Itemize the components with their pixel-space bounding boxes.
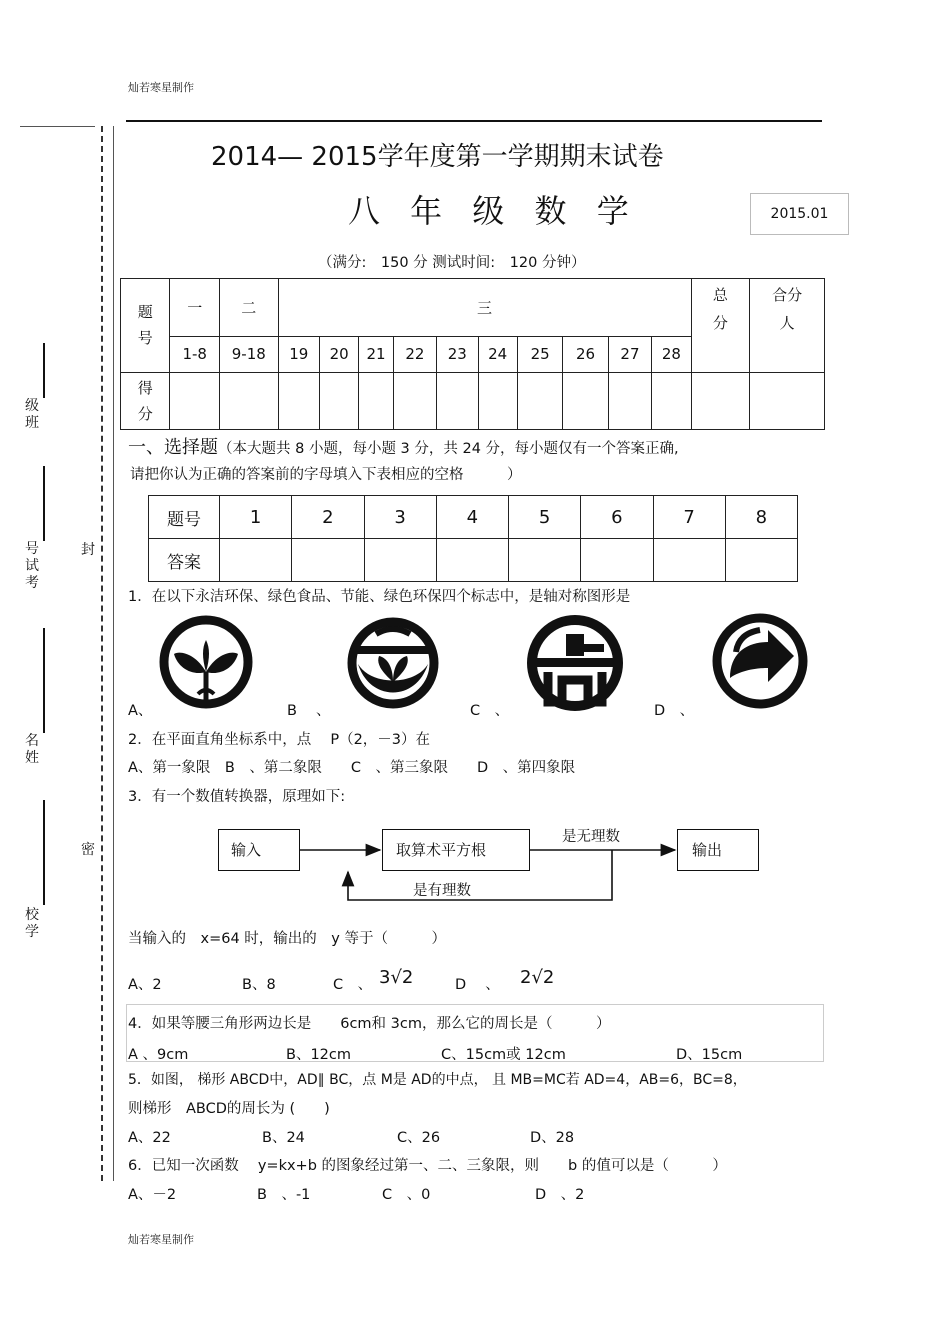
answer-cell[interactable] [292, 539, 364, 582]
class-label: 级 班 [25, 398, 39, 431]
class-bar [43, 343, 45, 398]
q3-question: 当输入的 x=64 时，输出的 y 等于（ ） [128, 931, 446, 947]
score-cell[interactable] [278, 372, 319, 429]
info-line: （满分: 150 分 测试时间: 120 分钟） [318, 255, 586, 271]
secret-label: 密 [81, 842, 95, 858]
answer-table [148, 495, 798, 582]
answer-row-label: 题号 [149, 496, 220, 539]
score-cell[interactable] [750, 372, 825, 429]
answer-number: 4 [436, 496, 508, 539]
score-cell[interactable] [170, 372, 219, 429]
answer-cell[interactable] [581, 539, 653, 582]
score-cell[interactable] [652, 372, 691, 429]
q2-options: A、第一象限 B 、第二象限 C 、第三象限 D 、第四象限 [128, 760, 576, 776]
score-cell[interactable] [563, 372, 608, 429]
school-bar [43, 800, 45, 905]
recycle-arrow-icon [712, 612, 808, 710]
number-label: 号 试 考 [25, 541, 39, 591]
header-rule [126, 120, 822, 122]
score-subcol: 21 [359, 337, 393, 372]
score-subcol: 27 [608, 337, 651, 372]
q4-option-d: D、15cm [676, 1047, 743, 1063]
q6-text: 6．已知一次函数 y=kx+b 的图象经过第一、二、三象限，则 b 的值可以是（ ） [128, 1158, 727, 1174]
date-box [750, 193, 849, 235]
score-subcol: 24 [478, 337, 517, 372]
answer-number: 1 [220, 496, 292, 539]
q5-option-d: D、28 [530, 1130, 575, 1146]
q3-option-c-value: 3√2 [379, 967, 414, 988]
q1-text: 1．在以下永洁环保、绿色食品、节能、绿色环保四个标志中，是轴对称图形是 [128, 589, 631, 605]
score-col-2: 二 [219, 279, 278, 337]
q3-option-b: B、8 [242, 977, 276, 993]
score-subcol: 26 [563, 337, 608, 372]
score-subcol: 19 [278, 337, 319, 372]
q1-option-a: A、 [128, 703, 153, 719]
score-subcol: 23 [437, 337, 478, 372]
q3-text: 3．有一个数值转换器，原理如下: [128, 789, 346, 805]
q3-option-d-value: 2√2 [520, 967, 555, 988]
answer-row-label: 答案 [149, 539, 220, 582]
answer-cell[interactable] [509, 539, 581, 582]
q6-option-a: A、－2 [128, 1187, 177, 1203]
answer-cell[interactable] [436, 539, 508, 582]
binding-line [101, 126, 103, 1181]
score-subcol: 9-18 [219, 337, 278, 372]
q4-option-b: B、12cm [286, 1047, 351, 1063]
left-margin-rule [20, 126, 95, 127]
name-bar [43, 628, 45, 733]
q1-option-b: B 、 [287, 703, 331, 719]
number-bar [43, 466, 45, 541]
score-signer: 合分 人 [750, 279, 825, 373]
energy-saving-icon [526, 614, 624, 712]
page-title: 2014— 2015学年度第一学期期末试卷 [211, 142, 664, 172]
flow-arrows [290, 820, 690, 910]
answer-cell[interactable] [364, 539, 436, 582]
score-table-header: 题 号 [121, 279, 170, 373]
score-subcol: 20 [319, 337, 358, 372]
score-cell[interactable] [359, 372, 393, 429]
seal-label: 封 [81, 542, 95, 558]
q5-text2: 则梯形 ABCD的周长为 ( ) [128, 1101, 330, 1117]
answer-number: 7 [653, 496, 725, 539]
score-total: 总 分 [691, 279, 750, 373]
score-subcol: 22 [393, 337, 436, 372]
q4-option-c: C、15cm或 12cm [441, 1047, 566, 1063]
score-subcol: 28 [652, 337, 691, 372]
q5-option-a: A、22 [128, 1130, 171, 1146]
q3-option-a: A、2 [128, 977, 162, 993]
score-cell[interactable] [219, 372, 278, 429]
score-cell[interactable] [319, 372, 358, 429]
score-cell[interactable] [437, 372, 478, 429]
score-cell[interactable] [478, 372, 517, 429]
flow-rational-label: 是有理数 [413, 883, 471, 899]
binding-line-solid [113, 126, 114, 1181]
score-label: 得 分 [121, 372, 170, 429]
q6-option-d: D 、2 [535, 1187, 585, 1203]
header-text: 灿若寒星制作 [128, 81, 194, 94]
green-food-icon [346, 616, 440, 710]
score-subcol: 25 [517, 337, 562, 372]
answer-cell[interactable] [653, 539, 725, 582]
answer-number: 3 [364, 496, 436, 539]
q3-option-d: D 、 [455, 977, 500, 993]
q5-option-b: B、24 [262, 1130, 305, 1146]
section1-desc: （本大题共 8 小题，每小题 3 分，共 24 分，每小题仅有一个答案正确, [218, 441, 679, 457]
answer-cell[interactable] [220, 539, 292, 582]
q4-text: 4．如果等腰三角形两边长是 6cm和 3cm，那么它的周长是（ ） [128, 1016, 611, 1032]
leaf-circle-icon [158, 614, 254, 710]
section1-line [128, 433, 679, 459]
answer-number: 5 [509, 496, 581, 539]
answer-number: 2 [292, 496, 364, 539]
name-label: 名 姓 [25, 733, 39, 766]
score-col-3: 三 [278, 279, 691, 337]
score-cell[interactable] [608, 372, 651, 429]
q6-option-c: C 、0 [382, 1187, 431, 1203]
score-subcol: 1-8 [170, 337, 219, 372]
flow-output-label: 输出 [692, 841, 723, 859]
q2-text: 2．在平面直角坐标系中，点 P（2，－3）在 [128, 732, 431, 748]
q5-option-c: C、26 [397, 1130, 441, 1146]
q3-option-c: C 、 [333, 977, 373, 993]
answer-number: 8 [725, 496, 797, 539]
page-subtitle: 八 年 级 数 学 [348, 192, 639, 230]
flow-process-label: 取算术平方根 [396, 841, 487, 859]
score-cell[interactable] [691, 372, 750, 429]
answer-number: 6 [581, 496, 653, 539]
flow-input-box [218, 829, 300, 871]
flow-input-label: 输入 [231, 841, 262, 859]
flow-irrational-label: 是无理数 [562, 829, 620, 845]
section1-desc2: 请把你认为正确的答案前的字母填入下表相应的空格 ） [130, 467, 522, 483]
q6-option-b: B 、-1 [257, 1187, 311, 1203]
q5-text: 5．如图， 梯形 ABCD中，AD∥ BC，点 M是 AD的中点， 且 MB=MC若 AD=4，AB=6，BC=8， [128, 1072, 747, 1088]
date-text: 2015.01 [770, 206, 829, 222]
q1-option-d: D 、 [654, 703, 695, 719]
q4-option-a: A 、9cm [128, 1047, 189, 1063]
score-cell[interactable] [393, 372, 436, 429]
section1-heading: 一、选择题 [128, 437, 218, 458]
score-col-1: 一 [170, 279, 219, 337]
score-cell[interactable] [517, 372, 562, 429]
footer-text: 灿若寒星制作 [128, 1233, 194, 1246]
answer-cell[interactable] [725, 539, 797, 582]
q1-option-c: C 、 [470, 703, 510, 719]
score-table [120, 278, 825, 430]
school-label: 校 学 [25, 907, 39, 940]
